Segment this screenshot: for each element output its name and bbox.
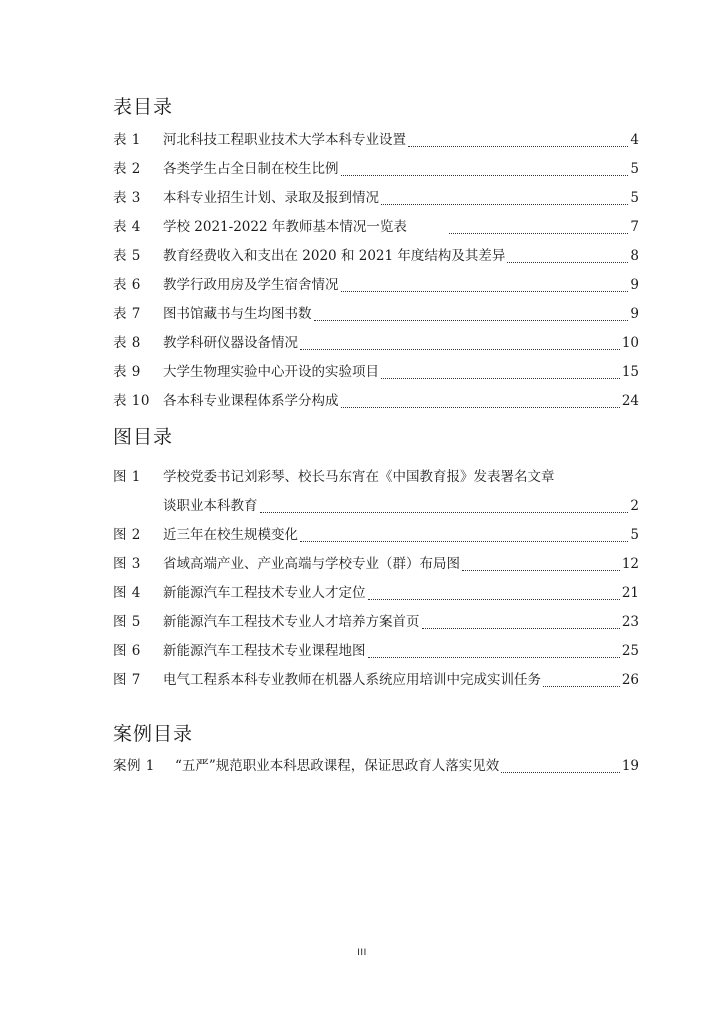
dot-leader (422, 628, 620, 629)
toc-entry-table-1[interactable] (113, 126, 639, 155)
entry-page: 5 (630, 161, 639, 177)
cases-section-title: 案例目录 (113, 723, 194, 745)
entry-label: 表 5 (113, 248, 141, 264)
figures-list (113, 463, 639, 695)
entry-title: 各类学生占全日制在校生比例 (163, 161, 339, 177)
entry-title: “五严”规范职业本科思政课程，保证思政育人落实见效 (175, 758, 500, 774)
toc-entry-table-7[interactable] (113, 300, 639, 329)
entry-page: 25 (621, 643, 639, 659)
dot-leader (408, 146, 628, 147)
dot-leader (449, 233, 629, 234)
entry-label: 图 7 (113, 672, 141, 688)
toc-entry-table-5[interactable] (113, 242, 639, 271)
toc-entry-figure-2[interactable] (113, 521, 639, 550)
entry-title: 图书馆藏书与生均图书数 (163, 306, 312, 322)
entry-title: 教学行政用房及学生宿舍情况 (163, 277, 339, 293)
entry-title: 教育经费收入和支出在 2020 和 2021 年度结构及其差异 (163, 248, 506, 264)
entry-title-continued: 谈职业本科教育 (163, 498, 258, 514)
dot-leader (381, 378, 620, 379)
tables-section-title: 表目录 (113, 96, 174, 118)
entry-title: 新能源汽车工程技术专业课程地图 (163, 643, 366, 659)
dot-leader (543, 686, 620, 687)
entry-label: 表 4 (113, 219, 141, 235)
entry-page: 12 (621, 556, 639, 572)
dot-leader (314, 320, 629, 321)
dot-leader (507, 262, 628, 263)
entry-page: 2 (630, 498, 639, 514)
toc-entry-figure-4[interactable] (113, 579, 639, 608)
toc-entry-figure-3[interactable] (113, 550, 639, 579)
dot-leader (368, 657, 620, 658)
entry-label: 图 1 (113, 469, 141, 485)
entry-page: 9 (630, 277, 639, 293)
entry-title: 新能源汽车工程技术专业人才定位 (163, 585, 366, 601)
entry-page: 4 (630, 132, 639, 148)
entry-title: 教学科研仪器设备情况 (163, 335, 298, 351)
entry-page: 26 (621, 672, 639, 688)
toc-entry-table-2[interactable] (113, 155, 639, 184)
entry-title: 近三年在校生规模变化 (163, 527, 298, 543)
dot-leader (381, 204, 628, 205)
entry-label: 表 1 (113, 132, 141, 148)
entry-title: 省域高端产业、产业高端与学校专业（群）布局图 (163, 556, 460, 572)
entry-label: 图 4 (113, 585, 141, 601)
entry-title: 各本科专业课程体系学分构成 (163, 393, 339, 409)
toc-entry-table-4[interactable] (113, 213, 639, 242)
toc-entry-figure-1-continued[interactable] (113, 492, 639, 521)
dot-leader (300, 541, 628, 542)
entry-page: 21 (621, 585, 639, 601)
entry-page: 9 (630, 306, 639, 322)
entry-title: 学校党委书记刘彩琴、校长马东宵在《中国教育报》发表署名文章 (163, 469, 555, 485)
page-number: III (357, 948, 367, 958)
toc-entry-table-8[interactable] (113, 329, 639, 358)
entry-page: 5 (630, 527, 639, 543)
entry-title: 电气工程系本科专业教师在机器人系统应用培训中完成实训任务 (163, 672, 541, 688)
toc-entry-table-3[interactable] (113, 184, 639, 213)
entry-page: 5 (630, 190, 639, 206)
toc-entry-table-6[interactable] (113, 271, 639, 300)
entry-label: 表 8 (113, 335, 141, 351)
entry-label: 表 7 (113, 306, 141, 322)
dot-leader (462, 570, 620, 571)
toc-entry-figure-6[interactable] (113, 637, 639, 666)
dot-leader (501, 772, 620, 773)
dot-leader (260, 512, 629, 513)
dot-leader (341, 175, 629, 176)
dot-leader (368, 599, 620, 600)
entry-label: 表 3 (113, 190, 141, 206)
dot-leader (341, 407, 620, 408)
entry-label: 图 5 (113, 614, 141, 630)
entry-page: 23 (621, 614, 639, 630)
entry-label: 图 2 (113, 527, 141, 543)
entry-page: 24 (621, 393, 639, 409)
toc-entry-figure-1[interactable] (113, 463, 639, 492)
entry-label: 表 9 (113, 364, 141, 380)
entry-page: 8 (630, 248, 639, 264)
figures-section-title: 图目录 (113, 426, 174, 448)
toc-entry-table-10[interactable] (113, 387, 639, 416)
entry-title: 学校 2021-2022 年教师基本情况一览表 (163, 219, 407, 235)
entry-page: 15 (621, 364, 639, 380)
toc-entry-table-9[interactable] (113, 358, 639, 387)
dot-leader (300, 349, 620, 350)
entry-title: 本科专业招生计划、录取及报到情况 (163, 190, 379, 206)
entry-label: 图 6 (113, 643, 141, 659)
toc-entry-case-1[interactable] (113, 752, 639, 781)
entry-label: 表 10 (113, 393, 150, 409)
entry-label: 表 2 (113, 161, 141, 177)
entry-title: 河北科技工程职业技术大学本科专业设置 (163, 132, 406, 148)
entry-label: 案例 1 (113, 758, 155, 774)
entry-label: 表 6 (113, 277, 141, 293)
entry-title: 大学生物理实验中心开设的实验项目 (163, 364, 379, 380)
toc-entry-figure-5[interactable] (113, 608, 639, 637)
tables-list (113, 126, 639, 416)
entry-title: 新能源汽车工程技术专业人才培养方案首页 (163, 614, 420, 630)
entry-label: 图 3 (113, 556, 141, 572)
dot-leader (341, 291, 629, 292)
entry-page: 7 (630, 219, 639, 235)
entry-page: 19 (621, 758, 639, 774)
toc-entry-figure-7[interactable] (113, 666, 639, 695)
entry-page: 10 (621, 335, 639, 351)
cases-list (113, 752, 639, 781)
